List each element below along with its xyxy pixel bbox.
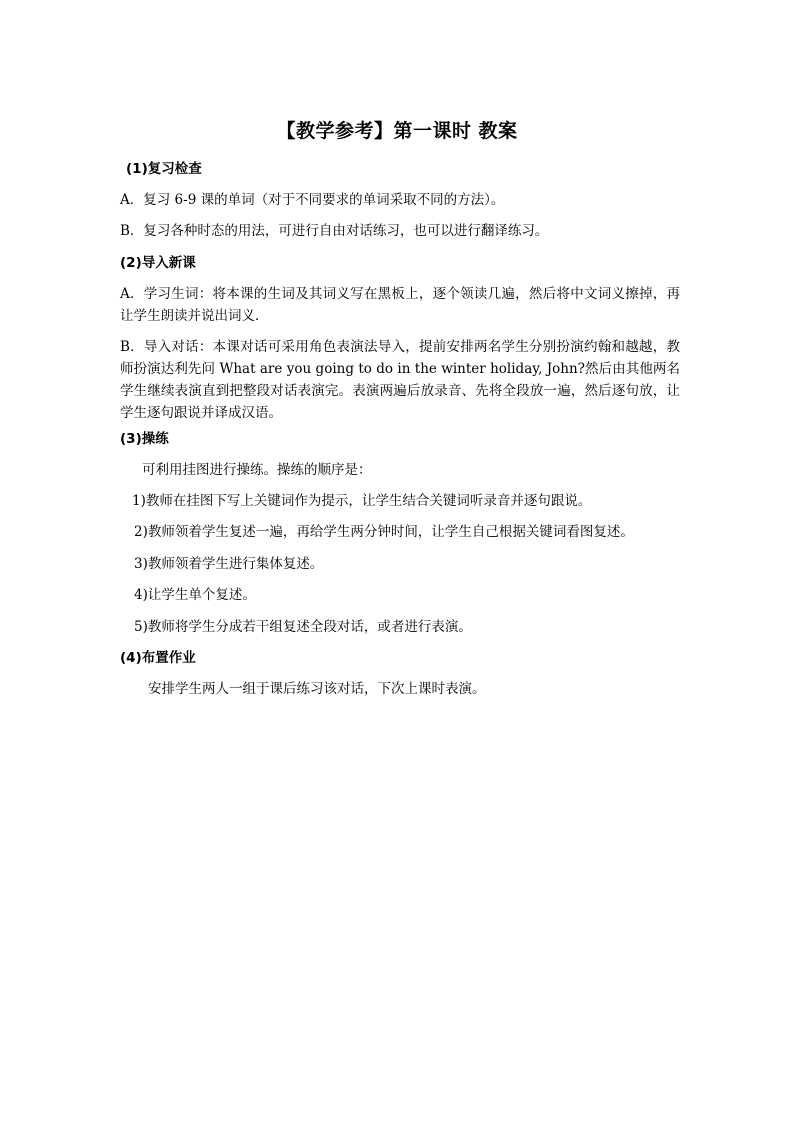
new-lesson-item-a: A．学习生词：将本课的生词及其词义写在黑板上，逐个领读几遍，然后将中文词义擦掉，再让学生朗读并说出词义． xyxy=(120,286,680,324)
section-heading-practice: (3)操练 xyxy=(120,431,169,447)
section-heading-homework: (4)布置作业 xyxy=(120,650,196,666)
section-heading-review: (1)复习检查 xyxy=(126,161,202,177)
new-lesson-item-b: B．导入对话：本课对话可采用角色表演法导入，提前安排两名学生分别扮演约翰和越越，教师扮演达利先问 What are you going to do in the winter holiday, John?然后由其他两名学生继续表演直到把整段对话表演完。表演两遍后放录音、先将全段放一遍，然后逐句放，让学生逐句跟说并译成汉语。 xyxy=(120,339,680,421)
practice-step-3: 3)教师领着学生进行集体复述。 xyxy=(134,556,324,572)
practice-step-1: 1)教师在挂图下写上关键词作为提示，让学生结合关键词听录音并逐句跟说。 xyxy=(132,493,592,509)
page-title: 【教学参考】第一课时 教案 xyxy=(276,120,518,142)
section-heading-new-lesson: (2)导入新课 xyxy=(120,255,196,271)
review-item-b: B．复习各种时态的用法，可进行自由对话练习，也可以进行翻译练习。 xyxy=(120,223,549,239)
practice-step-2: 2)教师领着学生复述一遍，再给学生两分钟时间，让学生自己根据关键词看图复述。 xyxy=(134,524,634,540)
practice-step-5: 5)教师将学生分成若干组复述全段对话，或者进行表演。 xyxy=(134,619,472,635)
practice-intro: 可利用挂图进行操练。操练的顺序是： xyxy=(142,462,372,478)
practice-step-4: 4)让学生单个复述。 xyxy=(134,587,256,603)
review-item-a: A．复习 6-9 课的单词（对于不同要求的单词采取不同的方法）。 xyxy=(120,192,505,208)
homework-text: 安排学生两人一组于课后练习该对话，下次上课时表演。 xyxy=(148,681,486,697)
